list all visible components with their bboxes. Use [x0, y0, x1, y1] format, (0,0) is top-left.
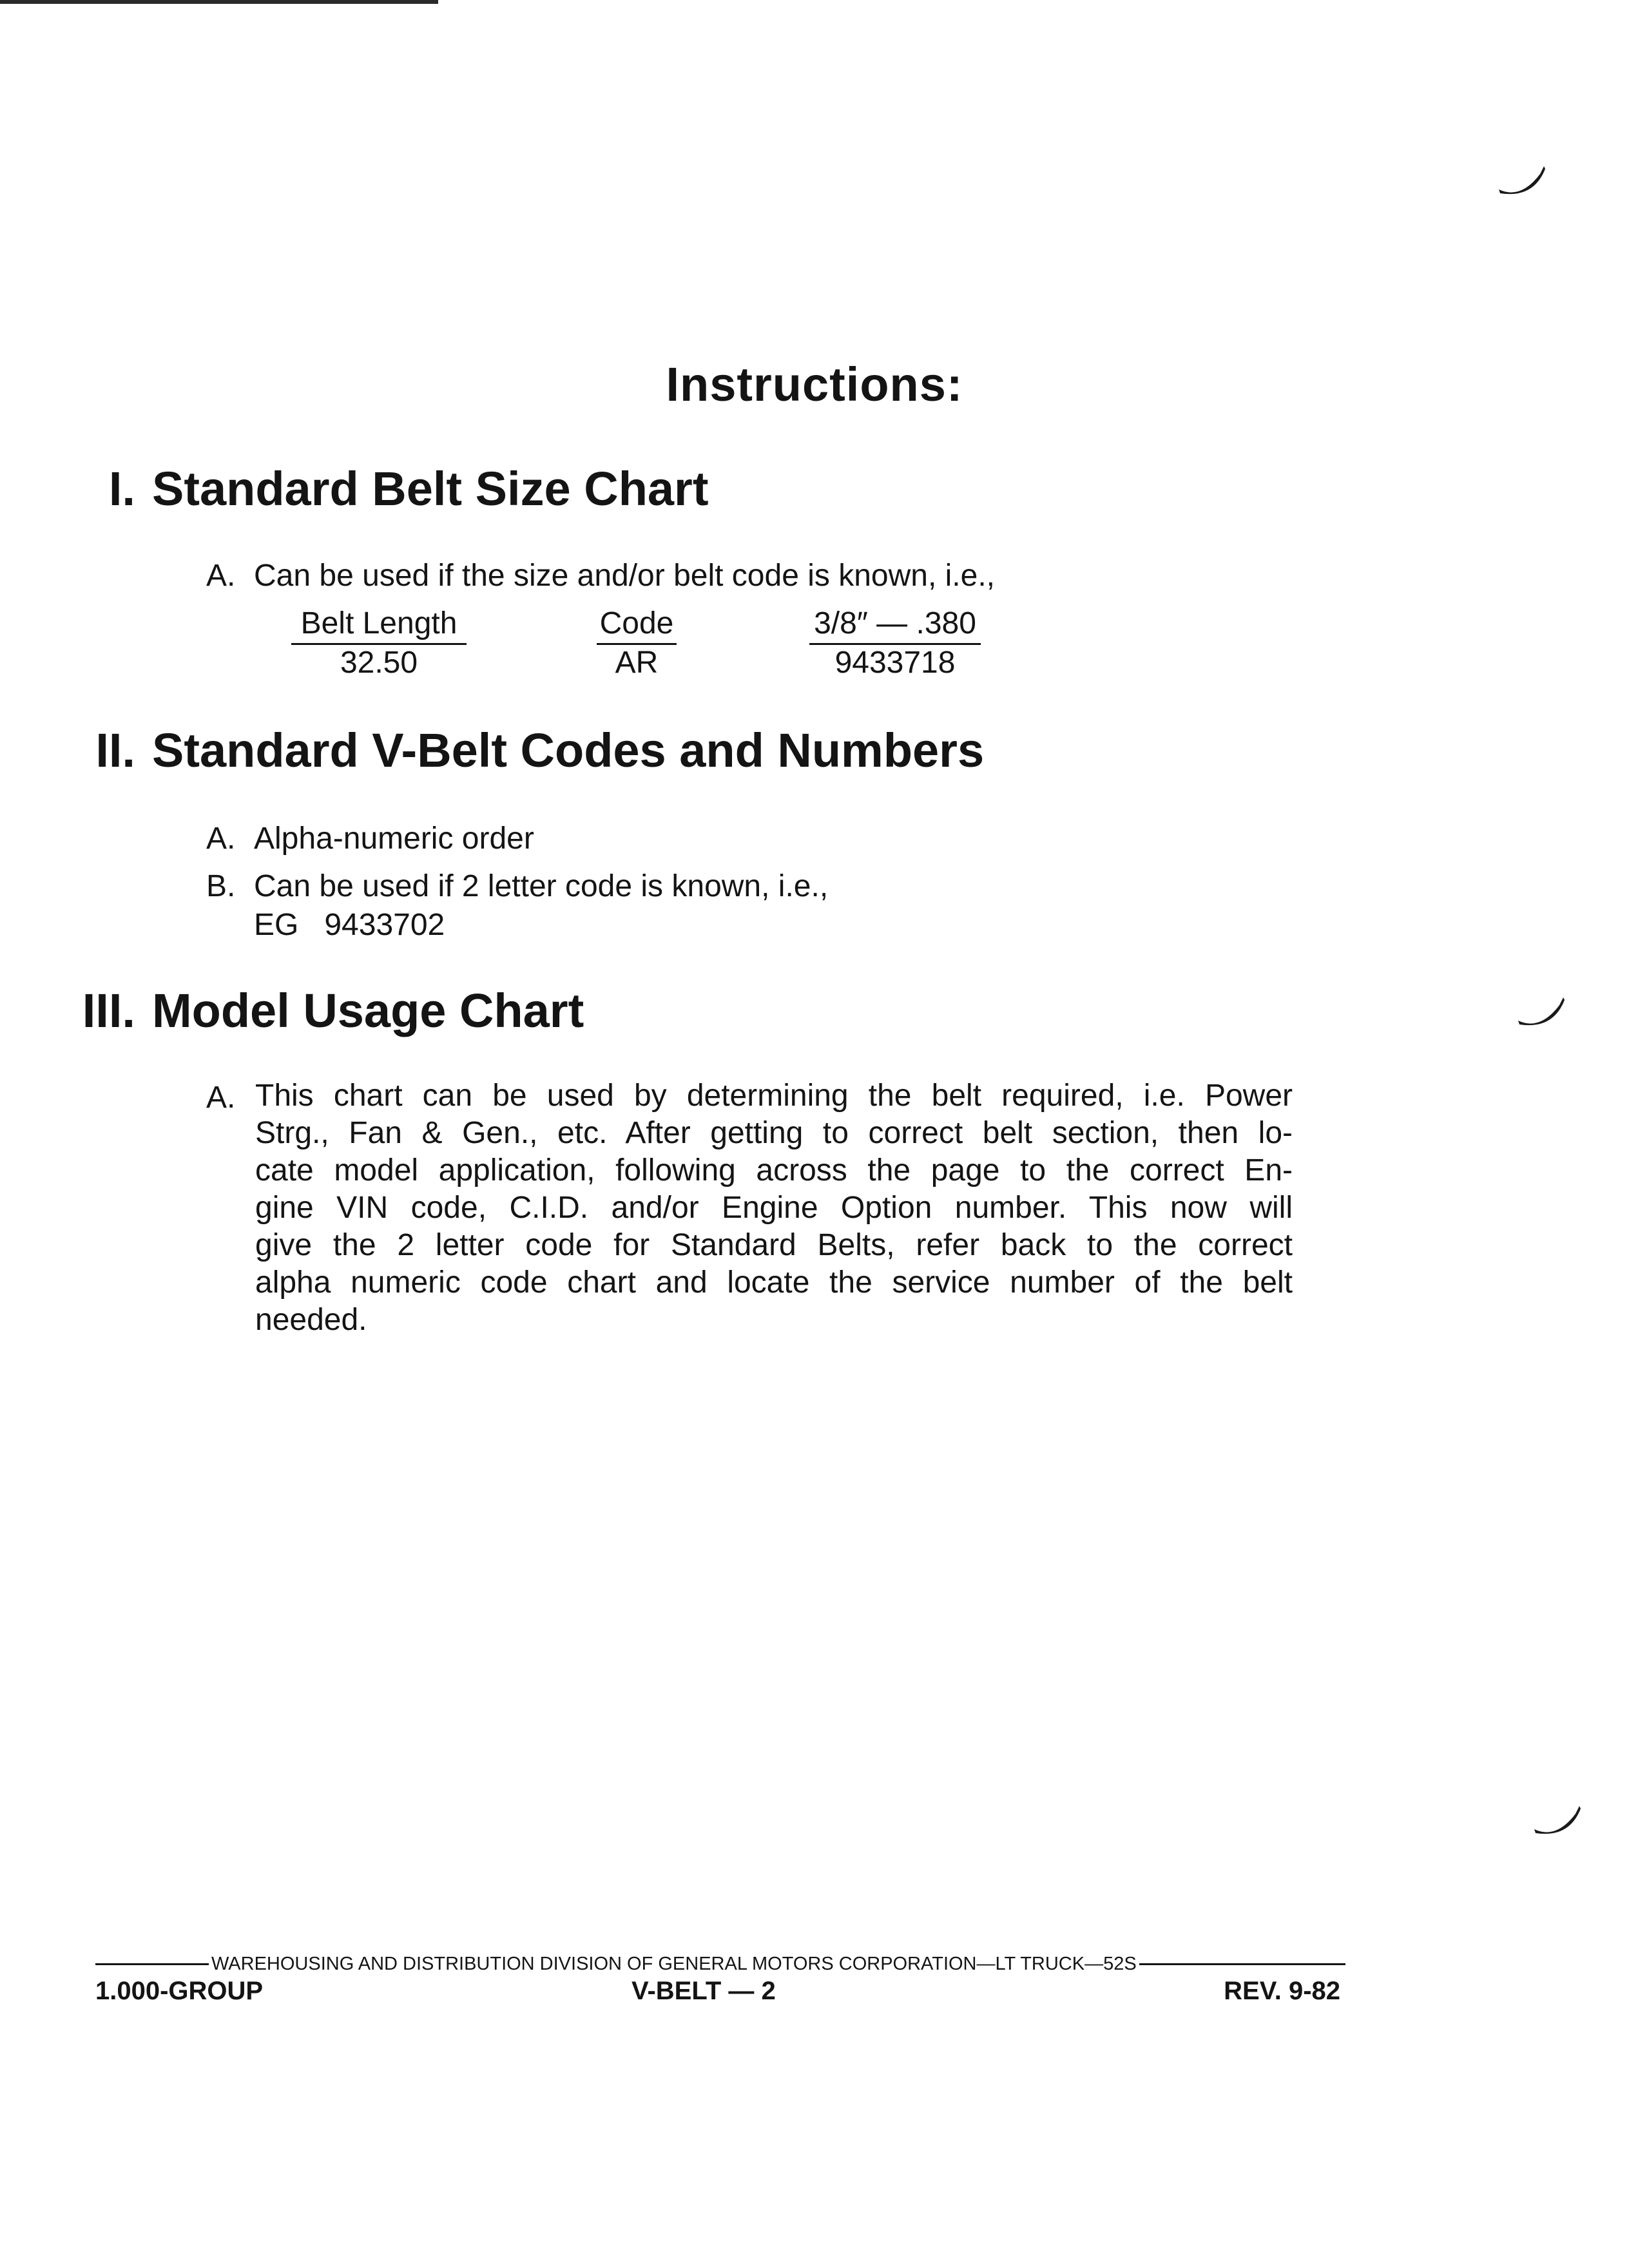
footer-division-text: WAREHOUSING AND DISTRIBUTION DIVISION OF GENERAL MOTORS CORPORATION—LT TRUCK—52S [211, 1954, 1137, 1974]
footer-division-line [95, 1955, 1345, 1974]
code-example: EG 9433702 [254, 908, 445, 942]
section-number: III. [82, 984, 135, 1037]
footer-group: 1.000-GROUP [95, 1977, 264, 2005]
item-text: Alpha-numeric order [254, 822, 534, 856]
binder-mark [1514, 992, 1572, 1037]
belt-width-example [809, 608, 981, 678]
top-rule [0, 0, 438, 4]
section-number: I. [108, 462, 135, 515]
belt-width-label: 3/8″ — .380 [809, 608, 981, 645]
paragraph-line: needed. [255, 1303, 367, 1337]
section-title: Standard V-Belt Codes and Numbers [152, 724, 985, 777]
section-number: II. [95, 724, 135, 777]
section-title: Standard Belt Size Chart [152, 462, 709, 515]
paragraph-line: Strg., Fan & Gen., etc. After getting to correct belt section, then lo- [255, 1116, 1293, 1150]
model-usage-paragraph [255, 1077, 1293, 1339]
belt-code-label: Code [597, 608, 677, 645]
footer-rule [95, 1963, 209, 1965]
belt-length-example [291, 608, 467, 678]
paragraph-line: alpha numeric code chart and locate the service number of the belt [255, 1265, 1293, 1300]
paragraph-line: give the 2 letter code for Standard Belts, refer back to the correct [255, 1228, 1293, 1262]
section-heading [55, 462, 709, 515]
binder-mark [1495, 161, 1553, 206]
list-item [206, 561, 995, 591]
item-letter: B. [206, 869, 236, 903]
item-letter: A. [206, 559, 236, 593]
footer-rule [1139, 1963, 1345, 1965]
list-item [206, 823, 534, 854]
paragraph-line: cate model application, following across the page to the correct En- [255, 1153, 1293, 1187]
binder-mark [1530, 1801, 1588, 1846]
paragraph-line: This chart can be used by determining the belt required, i.e. Power [255, 1079, 1293, 1113]
footer-page-number: V-BELT — 2 [631, 1977, 776, 2005]
section-heading [55, 724, 985, 777]
item-text: Can be used if the size and/or belt code is known, i.e., [254, 559, 996, 593]
footer-revision: REV. 9-82 [1224, 1977, 1340, 2005]
belt-length-value: 32.50 [340, 646, 418, 680]
item-letter: A. [206, 1081, 236, 1115]
paragraph-line: gine VIN code, C.I.D. and/or Engine Option number. This now will [255, 1191, 1293, 1225]
belt-code-example [597, 608, 677, 678]
item-text: Can be used if 2 letter code is known, i.e., [254, 869, 829, 903]
section-heading [55, 984, 584, 1037]
belt-code-value: AR [615, 646, 659, 680]
list-item [206, 871, 828, 902]
section-title: Model Usage Chart [152, 984, 584, 1037]
belt-length-label: Belt Length [291, 608, 467, 645]
page-title: Instructions: [666, 358, 963, 411]
item-letter: A. [206, 822, 236, 856]
belt-part-number: 9433718 [834, 646, 956, 680]
footer [95, 1978, 1345, 2005]
